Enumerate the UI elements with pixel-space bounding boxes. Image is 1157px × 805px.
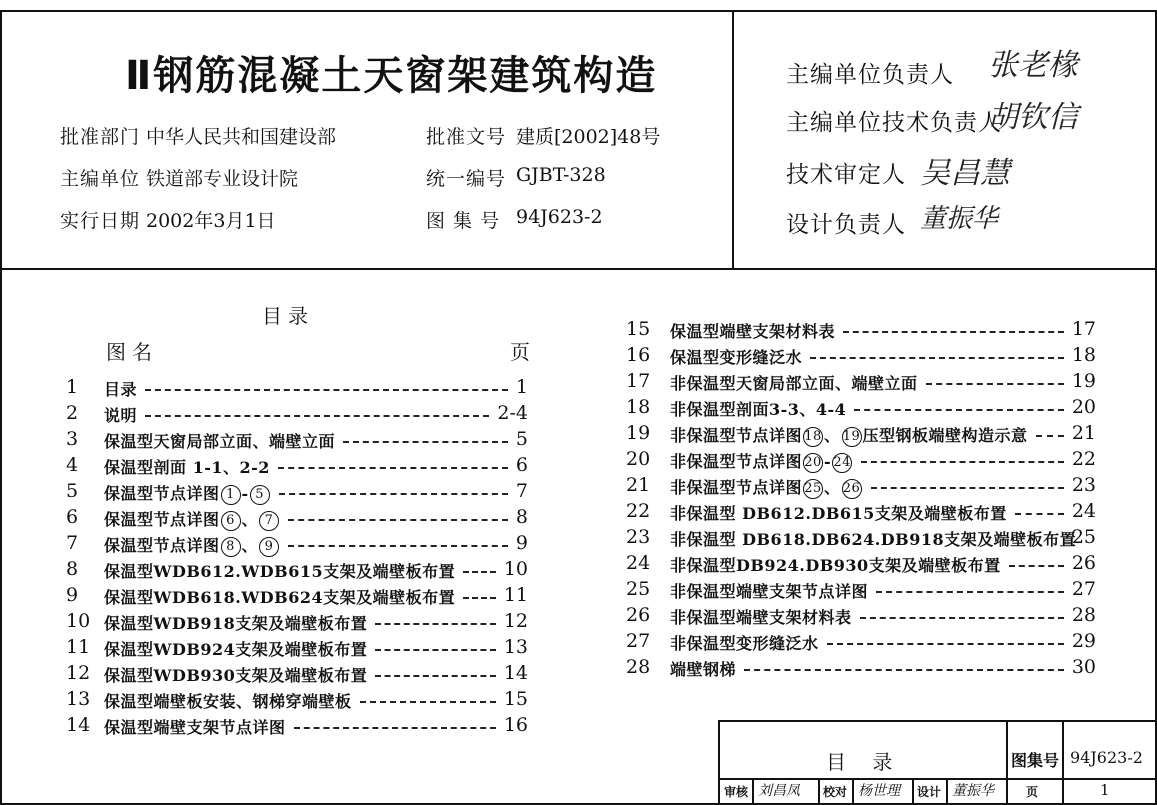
toc-item-title[interactable] — [670, 371, 918, 394]
toc-item-title[interactable] — [104, 507, 280, 531]
toc-leader-line — [810, 357, 1064, 359]
toc-item-number: 24 — [626, 552, 651, 574]
toc-leader-line — [1009, 565, 1064, 567]
toc-item-page: 13 — [503, 636, 528, 658]
toc-item-page: 19 — [1071, 370, 1096, 392]
title-block-left — [718, 720, 720, 805]
toc-item-title[interactable] — [670, 605, 852, 628]
toc-leader-line — [360, 701, 496, 703]
toc-item-title-text: 端壁钢梯 — [670, 660, 737, 679]
toc-item-title-text: 非保温型节点详图 — [670, 452, 803, 471]
title-block-divider-sig1 — [752, 778, 754, 805]
detail-circle-icon: 1 — [221, 485, 241, 505]
meta-label-approval-dept: 批准部门 — [60, 126, 141, 148]
toc-item-title-text: 非保温型 DB612.DB615支架及端壁板布置 — [670, 504, 1007, 523]
toc-item-page: 23 — [1071, 474, 1096, 496]
toc-item-number: 13 — [66, 688, 91, 710]
toc-leader-line — [1036, 435, 1064, 437]
toc-leader-line — [926, 383, 1064, 385]
title-block-divider-1 — [1006, 720, 1008, 805]
toc-item-page: 5 — [515, 428, 528, 450]
meta-value-unified-no: GJBT-328 — [516, 164, 606, 186]
toc-item-page: 29 — [1071, 630, 1096, 652]
detail-circle-icon: 25 — [803, 479, 823, 499]
toc-item-title[interactable] — [670, 475, 863, 499]
toc-item-number: 18 — [626, 396, 651, 418]
toc-item-page: 18 — [1071, 344, 1096, 366]
title-block-review-label: 审核 — [724, 785, 749, 799]
toc-leader-line — [871, 487, 1064, 489]
toc-item-title[interactable] — [104, 481, 271, 505]
toc-item-title-text: 非保温型天窗局部立面、端壁立面 — [670, 374, 918, 393]
toc-item-title[interactable] — [670, 397, 846, 420]
toc-item-title[interactable] — [670, 527, 1076, 550]
toc-item-title-text: 保温型WDB924支架及端壁板布置 — [104, 640, 368, 659]
toc-item-number: 21 — [626, 474, 651, 496]
toc-item-number: 3 — [66, 428, 79, 450]
toc-item-title[interactable] — [104, 455, 270, 478]
meta-label-effective-date: 实行日期 — [60, 210, 141, 232]
title-block-divider-sig4 — [912, 778, 914, 805]
toc-item-title[interactable] — [670, 657, 736, 680]
toc-leader-line — [294, 727, 496, 729]
toc-leader-line — [375, 623, 496, 625]
sig-label-tech-reviewer: 技术审定人 — [786, 162, 906, 188]
toc-item-page: 27 — [1071, 578, 1096, 600]
toc-item-page: 16 — [503, 714, 528, 736]
detail-circle-icon: 19 — [842, 427, 862, 447]
toc-item-title-text: 非保温型剖面3-3、4-4 — [670, 400, 847, 419]
toc-item-separator: - — [241, 484, 249, 503]
signature-tech-reviewer: 吴昌慧 — [920, 156, 1010, 191]
toc-heading: 目录 — [262, 304, 314, 328]
title-block-divider-sig5 — [946, 778, 948, 805]
toc-item-page: 11 — [503, 584, 528, 606]
toc-item-number: 28 — [626, 656, 651, 678]
detail-circle-icon: 24 — [832, 453, 852, 473]
toc-item-page: 9 — [515, 532, 528, 554]
meta-value-approval-no: 建质[2002]48号 — [516, 126, 661, 148]
header-vertical-divider — [732, 10, 734, 269]
toc-item-number: 25 — [626, 578, 651, 600]
toc-item-page: 6 — [515, 454, 528, 476]
toc-leader-line — [343, 441, 508, 443]
toc-leader-line — [288, 545, 508, 547]
toc-item-number: 4 — [66, 454, 79, 476]
toc-item-title[interactable] — [104, 637, 367, 660]
toc-item-title[interactable] — [670, 319, 835, 342]
toc-leader-line — [860, 617, 1064, 619]
title-block-check-label: 校对 — [823, 785, 848, 799]
toc-item-number: 19 — [626, 422, 651, 444]
toc-item-title-text: 保温型WDB612.WDB615支架及端壁板布置 — [104, 562, 456, 581]
toc-item-title[interactable] — [104, 559, 455, 582]
toc-item-number: 7 — [66, 532, 79, 554]
toc-item-title-text: 保温型节点详图 — [104, 484, 220, 503]
toc-item-title-text: 保温型天窗局部立面、端壁立面 — [104, 432, 336, 451]
toc-item-number: 26 — [626, 604, 651, 626]
toc-item-number: 10 — [66, 610, 91, 632]
sig-label-design-head: 设计负责人 — [786, 212, 906, 238]
toc-leader-line — [145, 415, 489, 417]
toc-item-page: 26 — [1071, 552, 1096, 574]
toc-item-page: 14 — [503, 662, 528, 684]
toc-item-title[interactable] — [104, 663, 367, 686]
toc-item-number: 1 — [66, 376, 79, 398]
toc-leader-line — [876, 591, 1064, 593]
title-block-divider-2 — [1062, 720, 1064, 805]
title-block-atlas-label: 图集号 — [1011, 751, 1060, 770]
meta-value-approval-dept: 中华人民共和国建设部 — [146, 126, 337, 148]
toc-item-title[interactable] — [104, 715, 286, 738]
toc-item-page: 24 — [1071, 500, 1096, 522]
meta-label-chief-unit: 主编单位 — [60, 168, 141, 190]
toc-item-number: 15 — [626, 318, 651, 340]
toc-item-separator: 、 — [241, 536, 259, 555]
detail-circle-icon: 6 — [221, 511, 241, 531]
toc-item-title[interactable] — [104, 611, 367, 634]
toc-item-title[interactable] — [670, 501, 1007, 524]
toc-item-title-text: 非保温型端壁支架材料表 — [670, 608, 852, 627]
toc-item-page: 28 — [1071, 604, 1096, 626]
toc-item-title-text: 保温型WDB918支架及端壁板布置 — [104, 614, 368, 633]
title-block-review-sig: 刘昌凤 — [758, 783, 800, 799]
toc-leader-line — [827, 643, 1064, 645]
title-block-page-label: 页 — [1026, 785, 1039, 799]
title-block-sheet-title: 目 录 — [826, 750, 903, 774]
toc-item-title-text: 保温型WDB618.WDB624支架及端壁板布置 — [104, 588, 456, 607]
toc-item-number: 12 — [66, 662, 91, 684]
toc-item-title[interactable] — [104, 377, 137, 400]
toc-col-page: 页 — [510, 340, 530, 364]
signature-tech-head: 胡钦信 — [988, 100, 1078, 135]
toc-item-number: 2 — [66, 402, 79, 424]
meta-value-effective-date: 2002年3月1日 — [146, 210, 276, 232]
toc-item-title-text: 非保温型DB924.DB930支架及端壁板布置 — [670, 556, 1001, 575]
toc-item-page: 15 — [503, 688, 528, 710]
toc-item-page: 17 — [1071, 318, 1096, 340]
toc-item-number: 8 — [66, 558, 79, 580]
title-block-divider-sig2 — [818, 778, 820, 805]
toc-item-number: 16 — [626, 344, 651, 366]
detail-circle-icon: 9 — [259, 537, 279, 557]
toc-item-title[interactable] — [670, 345, 802, 368]
toc-item-page: 12 — [503, 610, 528, 632]
toc-leader-line — [279, 493, 508, 495]
detail-circle-icon: 18 — [803, 427, 823, 447]
toc-item-title[interactable] — [670, 631, 819, 654]
toc-item-title[interactable] — [670, 579, 868, 602]
toc-item-title-text: 保温型剖面 1-1、2-2 — [104, 458, 270, 477]
toc-item-title-text: 保温型端壁支架材料表 — [670, 322, 836, 341]
toc-leader-line — [145, 389, 508, 391]
detail-circle-icon: 20 — [803, 453, 823, 473]
toc-item-page: 1 — [515, 376, 528, 398]
toc-leader-line — [288, 519, 508, 521]
toc-item-title-text: 非保温型节点详图 — [670, 426, 803, 445]
toc-leader-line — [463, 571, 496, 573]
meta-label-atlas-no: 图 集 号 — [426, 210, 501, 232]
toc-item-page: 20 — [1071, 396, 1096, 418]
toc-item-title-text: 保温型端壁支架节点详图 — [104, 718, 286, 737]
toc-item-title[interactable] — [104, 403, 137, 426]
toc-leader-line — [861, 461, 1064, 463]
toc-leader-line — [375, 649, 496, 651]
toc-leader-line — [744, 669, 1064, 671]
toc-item-number: 9 — [66, 584, 79, 606]
detail-circle-icon: 5 — [250, 485, 270, 505]
sig-label-chief-unit-head: 主编单位负责人 — [786, 62, 954, 88]
title-block-top — [718, 720, 1157, 722]
toc-item-title-text: 保温型节点详图 — [104, 536, 220, 555]
toc-item-title[interactable] — [104, 585, 455, 608]
toc-item-title[interactable] — [104, 429, 335, 452]
toc-item-title-text: 非保温型变形缝泛水 — [670, 634, 819, 653]
toc-leader-line — [854, 409, 1063, 411]
toc-item-title-text: 目录 — [104, 380, 138, 399]
toc-item-page: 7 — [515, 480, 528, 502]
title-block-atlas-value: 94J623-2 — [1070, 748, 1143, 767]
toc-item-number: 22 — [626, 500, 651, 522]
toc-item-separator: - — [824, 452, 832, 471]
toc-leader-line — [463, 597, 496, 599]
toc-item-title-text: 保温型WDB930支架及端壁板布置 — [104, 666, 368, 685]
title-block-design-label: 设计 — [917, 785, 942, 799]
toc-item-title-text: 说明 — [104, 406, 138, 425]
toc-item-title[interactable] — [670, 553, 1001, 576]
toc-item-number: 11 — [66, 636, 91, 658]
title-block-check-sig: 杨世理 — [858, 783, 900, 799]
toc-item-number: 6 — [66, 506, 79, 528]
toc-item-title-text: 非保温型 DB618.DB624.DB918支架及端壁板布置 — [670, 530, 1077, 549]
toc-item-separator: 、 — [824, 478, 841, 497]
toc-item-title[interactable] — [104, 533, 280, 557]
title-block-divider-sig3 — [852, 778, 854, 805]
toc-item-page: 2-4 — [497, 402, 528, 424]
toc-item-title[interactable] — [670, 423, 1028, 447]
toc-item-page: 8 — [515, 506, 528, 528]
toc-item-page: 25 — [1071, 526, 1096, 548]
toc-col-name: 图名 — [106, 340, 158, 364]
toc-item-separator: 、 — [824, 426, 841, 445]
toc-item-title-text: 保温型变形缝泛水 — [670, 348, 803, 367]
page-title: Ⅱ钢筋混凝土天窗架建筑构造 — [125, 53, 658, 99]
toc-item-title[interactable] — [670, 449, 853, 473]
toc-item-number: 27 — [626, 630, 651, 652]
toc-item-title[interactable] — [104, 689, 352, 712]
signature-design-head: 董振华 — [920, 204, 999, 234]
toc-item-number: 23 — [626, 526, 651, 548]
title-block-design-sig: 董振华 — [952, 783, 994, 799]
toc-leader-line — [278, 467, 508, 469]
toc-item-page: 10 — [503, 558, 528, 580]
toc-item-page: 21 — [1071, 422, 1096, 444]
toc-leader-line — [843, 331, 1064, 333]
toc-leader-line — [1015, 513, 1064, 515]
meta-value-chief-unit: 铁道部专业设计院 — [146, 168, 299, 190]
detail-circle-icon: 7 — [259, 511, 279, 531]
toc-item-number: 20 — [626, 448, 651, 470]
toc-item-number: 17 — [626, 370, 651, 392]
detail-circle-icon: 8 — [221, 537, 241, 557]
toc-item-page: 30 — [1071, 656, 1096, 678]
toc-item-number: 5 — [66, 480, 79, 502]
toc-item-number: 14 — [66, 714, 91, 736]
toc-item-title-tail: 压型钢板端壁构造示意 — [862, 426, 1028, 445]
toc-item-title-text: 保温型节点详图 — [104, 510, 220, 529]
toc-item-title-text: 非保温型节点详图 — [670, 478, 803, 497]
meta-value-atlas-no: 94J623-2 — [516, 206, 603, 228]
toc-item-page: 22 — [1071, 448, 1096, 470]
detail-circle-icon: 26 — [842, 479, 862, 499]
sig-label-tech-head: 主编单位技术负责人 — [786, 110, 1002, 136]
header-divider — [0, 268, 1157, 270]
toc-leader-line — [375, 675, 496, 677]
title-block-page-value: 1 — [1100, 781, 1110, 799]
signature-chief-unit-head: 张老椽 — [988, 48, 1078, 83]
toc-item-title-text: 非保温型端壁支架节点详图 — [670, 582, 869, 601]
toc-item-title-text: 保温型端壁板安装、钢梯穿端壁板 — [104, 692, 352, 711]
meta-label-approval-no: 批准文号 — [426, 126, 507, 148]
meta-label-unified-no: 统一编号 — [426, 168, 507, 190]
toc-item-separator: 、 — [241, 510, 259, 529]
